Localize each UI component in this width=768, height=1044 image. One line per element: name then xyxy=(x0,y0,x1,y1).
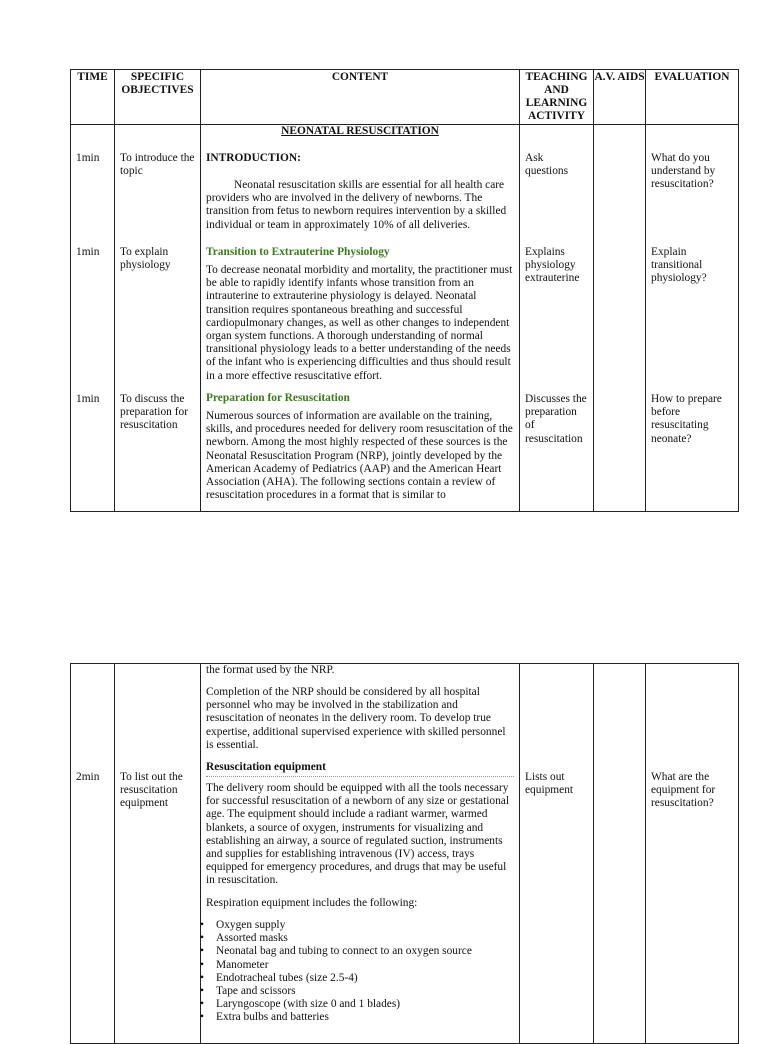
time-3: 1min xyxy=(76,393,100,405)
time-2: 1min xyxy=(76,246,100,258)
activity-cell xyxy=(520,664,594,1044)
section-title: NEONATAL RESUSCITATION xyxy=(281,125,439,137)
header-content: CONTENT xyxy=(201,70,520,125)
header-time: TIME xyxy=(71,70,115,125)
header-objectives: SPECIFIC OBJECTIVES xyxy=(115,70,201,125)
list-item: • Assorted masks xyxy=(208,932,514,945)
objective-cell xyxy=(115,125,201,512)
evaluation-2: Explain transitional physiology? xyxy=(651,246,707,285)
header-teaching: TEACHING AND LEARNING ACTIVITY xyxy=(520,70,594,125)
lesson-plan-table-page-2 xyxy=(70,663,739,1044)
header-av-aids: A.V. AIDS xyxy=(594,70,646,125)
time-1: 1min xyxy=(76,152,100,164)
activity-cell xyxy=(520,125,594,512)
nrp-paragraph: Completion of the NRP should be considered by all hospital personnel who may be involved in the stabilization and resuscitation of neonates in the delivery room. To develop true expertise, additional supervised experience with skilled personnel is essential. xyxy=(206,686,506,751)
evaluation-3: How to prepare before resuscitating neonate? xyxy=(651,393,722,445)
objective-3: To discuss the preparation for resuscitation xyxy=(120,393,188,432)
objective-2: To explain physiology xyxy=(120,246,171,272)
list-item: • Endotracheal tubes (size 2.5-4) xyxy=(208,972,514,985)
evaluation-4: What are the equipment for resuscitation? xyxy=(651,771,716,810)
time-4: 2min xyxy=(76,771,100,783)
physiology-paragraph: To decrease neonatal morbidity and mortality, the practitioner must be able to rapidly identify infants whose transition from an intrauterine to extrauterine physiology is delayed. Neonatal transition requires spontaneous breathing and successful cardiopulmonary changes, as well as other changes to independent organ system functions. A thorough understanding of normal transitional physiology leads to a better understanding of the needs of the infant who is experiencing difficulties and thus should result in a more effective resuscitative effort. xyxy=(206,264,513,382)
list-item: • Neonatal bag and tubing to connect to an oxygen source xyxy=(208,945,514,958)
activity-4: Lists out equipment xyxy=(525,771,574,797)
table-row xyxy=(71,664,739,1044)
evaluation-cell xyxy=(646,664,739,1044)
list-item: • Oxygen supply xyxy=(208,919,514,932)
list-item: • Manometer xyxy=(208,959,514,972)
list-item: • Extra bulbs and batteries xyxy=(208,1011,514,1024)
evaluation-cell xyxy=(646,125,739,512)
activity-1: Ask questions xyxy=(525,152,569,178)
table-row xyxy=(71,125,739,512)
continuation-text: the format used by the NRP. xyxy=(206,664,335,676)
list-item: • Laryngoscope (with size 0 and 1 blades) xyxy=(208,998,514,1011)
equipment-paragraph: The delivery room should be equipped with all the tools necessary for successful resuscitation of a newborn of any size or gestational age. The equipment should include a radiant warmer, warmed blankets, a source of oxygen, instruments for visualizing and establishing an airway, a source of regulated suction, instruments and supplies for establishing intravenous (IV) access, trays equipped for emergency procedures, and drugs that may be useful in resuscitation. xyxy=(206,782,510,887)
respiration-intro: Respiration equipment includes the following: xyxy=(206,897,418,909)
equipment-heading: Resuscitation equipment xyxy=(206,761,514,777)
preparation-paragraph: Numerous sources of information are available on the training, skills, and procedures needed for delivery room resuscitation of the newborn. Among the most highly respected of these sources is the Neonatal Resuscitation Program (NRP), jointly developed by the American Academy of Pediatrics (AAP) and the American Heart Association (AHA). The following sections contain a review of resuscitation procedures in a format that is similar to xyxy=(206,410,513,502)
activity-3: Discusses the preparation of resuscitation xyxy=(525,393,587,445)
header-evaluation: EVALUATION xyxy=(646,70,739,125)
preparation-heading: Preparation for Resuscitation xyxy=(206,392,350,404)
objective-4: To list out the resuscitation equipment xyxy=(120,771,183,810)
av-aids-cell xyxy=(594,664,646,1044)
objective-cell xyxy=(115,664,201,1044)
objective-1: To introduce the topic xyxy=(120,152,195,178)
content-cell xyxy=(201,125,520,512)
time-cell xyxy=(71,664,115,1044)
table-header-row xyxy=(71,70,739,125)
list-item: • Tape and scissors xyxy=(208,985,514,998)
time-cell xyxy=(71,125,115,512)
content-cell xyxy=(201,664,520,1044)
physiology-heading: Transition to Extrauterine Physiology xyxy=(206,246,390,258)
intro-paragraph: Neonatal resuscitation skills are essential for all health care providers who are involved in the delivery of newborns. The transition from fetus to newborn requires intervention by a skilled individual or team in approximately 10% of all deliveries. xyxy=(206,179,507,231)
av-aids-cell xyxy=(594,125,646,512)
lesson-plan-table-page-1 xyxy=(70,69,739,512)
activity-2: Explains physiology extrauterine xyxy=(525,246,580,285)
intro-heading: INTRODUCTION: xyxy=(206,152,301,164)
evaluation-1: What do you understand by resuscitation? xyxy=(651,152,716,191)
equipment-list xyxy=(208,919,514,1025)
